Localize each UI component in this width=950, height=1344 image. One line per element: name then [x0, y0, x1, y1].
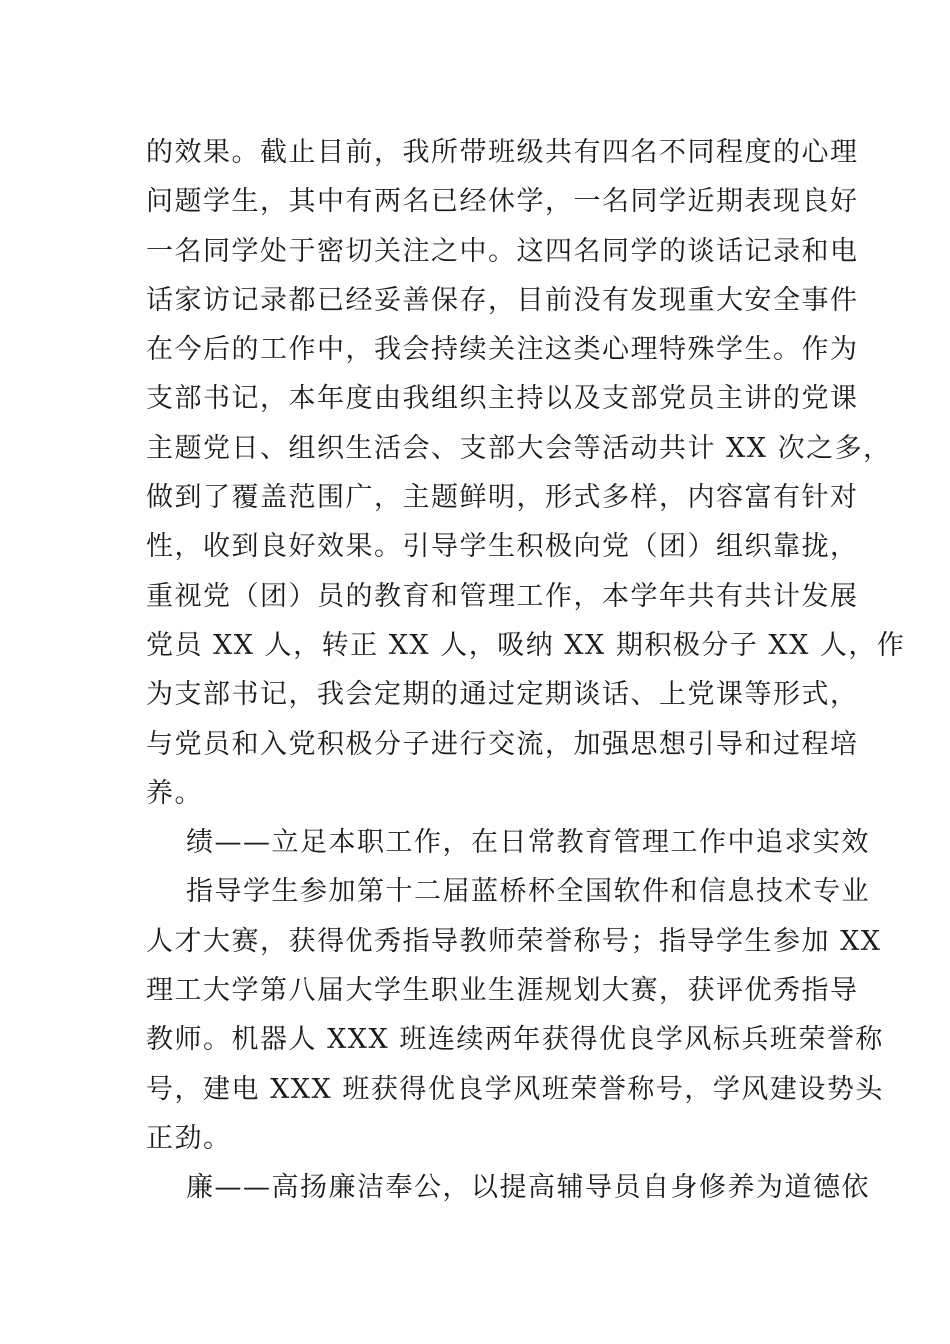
text-line: 养。: [146, 777, 203, 809]
text-line: 性，收到良好效果。引导学生积极向党（团）组织靠拢，: [146, 531, 859, 563]
section-heading-ji: 绩——立足本职工作，在日常教育管理工作中追求实效: [186, 827, 870, 859]
text-line: 在今后的工作中，我会持续关注这类心理特殊学生。作为: [146, 334, 859, 366]
document-body: [146, 128, 906, 1213]
text-line: 重视党（团）员的教育和管理工作，本学年共有共计发展: [146, 580, 859, 612]
text-line: 一名同学处于密切关注之中。这四名同学的谈话记录和电: [146, 235, 859, 267]
text-line: 指导学生参加第十二届蓝桥杯全国软件和信息技术专业: [186, 876, 870, 908]
text-line: 支部书记，本年度由我组织主持以及支部党员主讲的党课: [146, 383, 859, 415]
text-line: 人才大赛，获得优秀指导教师荣誉称号；指导学生参加 XX: [146, 925, 882, 957]
text-line: 主题党日、组织生活会、支部大会等活动共计 XX 次之多，: [146, 432, 892, 464]
text-line: 理工大学第八届大学生职业生涯规划大赛，获评优秀指导: [146, 975, 859, 1007]
text-line: 问题学生，其中有两名已经休学，一名同学近期表现良好: [146, 186, 859, 218]
text-line: 做到了覆盖范围广，主题鲜明，形式多样，内容富有针对: [146, 482, 859, 514]
text-line: 正劲。: [146, 1122, 232, 1154]
text-line: 与党员和入党积极分子进行交流，加强思想引导和过程培: [146, 728, 859, 760]
text-line: 的效果。截止目前，我所带班级共有四名不同程度的心理: [146, 137, 859, 168]
text-line: 教师。机器人 XXX 班连续两年获得优良学风标兵班荣誉称: [146, 1024, 884, 1056]
text-line: 话家访记录都已经妥善保存，目前没有发现重大安全事件: [146, 284, 859, 316]
text-line: 为支部书记，我会定期的通过定期谈话、上党课等形式，: [146, 679, 859, 711]
text-line: 号，建电 XXX 班获得优良学风班荣誉称号，学风建设势头: [146, 1073, 884, 1105]
section-heading-lian: 廉——高扬廉洁奉公，以提高辅导员自身修养为道德依: [186, 1172, 870, 1204]
text-line: 党员 XX 人，转正 XX 人，吸纳 XX 期积极分子 XX 人，作: [146, 629, 906, 661]
